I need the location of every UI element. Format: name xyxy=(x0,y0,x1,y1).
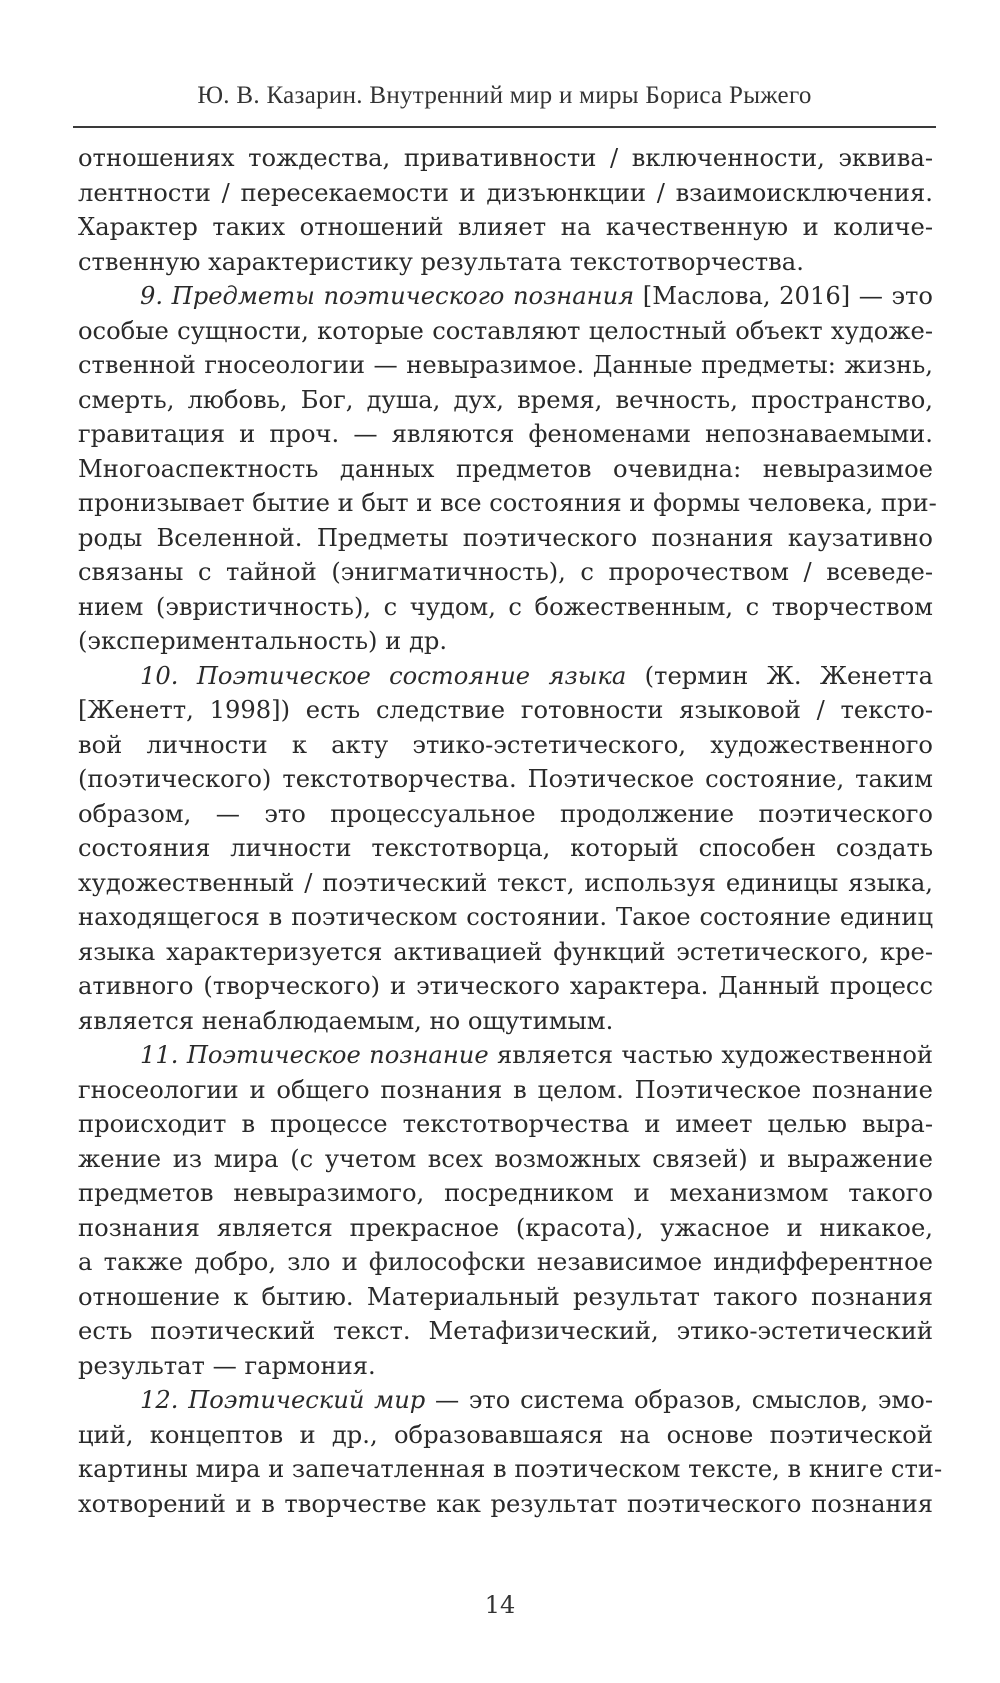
line-text: происходит в процессе текстотворчества и имеет целью выра- xyxy=(78,1110,933,1138)
text-line xyxy=(78,1452,943,1487)
text-line xyxy=(78,555,933,590)
text-line xyxy=(78,1418,933,1453)
line-text: нием (эвристичность), с чудом, с божественным, с творчеством xyxy=(78,592,933,621)
text-line xyxy=(78,797,933,832)
line-text: смерть, любовь, Бог, душа, дух, время, вечность, пространство, xyxy=(78,385,933,414)
line-text: — это система образов, смыслов, эмо- xyxy=(425,1386,933,1414)
line-text: ативного (творческого) и этического характера. Данный процесс xyxy=(78,972,933,1000)
line-text: жение из мира (с учетом всех возможных связей) и выражение xyxy=(78,1144,933,1173)
term-heading: 9. Предметы поэтического познания xyxy=(140,282,635,310)
body-text xyxy=(78,141,943,1521)
line-text: находящегося в поэтическом состоянии. Такое состояние единиц xyxy=(78,903,933,931)
line-text: гравитация и проч. — являются феноменами непознаваемыми. xyxy=(78,420,933,448)
line-text: художественный / поэтический текст, используя единицы языка, xyxy=(78,868,933,897)
term-heading: 12. Поэтический мир xyxy=(140,1386,426,1414)
text-line xyxy=(78,1176,933,1211)
line-text: познания является прекрасное (красота), ужасное и никакое, xyxy=(78,1213,933,1242)
text-line xyxy=(78,314,933,349)
line-text: (термин Ж. Женетта xyxy=(626,661,933,690)
text-line xyxy=(78,176,933,211)
text-line xyxy=(78,383,933,418)
page-number: 14 xyxy=(484,1591,516,1619)
line-text: вой личности к акту этико-эстетического, художественного xyxy=(78,730,933,759)
text-line xyxy=(78,452,933,487)
line-text: состояния личности текстотворца, который способен создать xyxy=(78,834,933,862)
text-line xyxy=(78,1107,933,1142)
text-line xyxy=(78,279,933,314)
text-line xyxy=(78,1280,933,1315)
text-line xyxy=(78,1349,933,1384)
text-line xyxy=(78,1142,933,1177)
line-text: языка характеризуется активацией функций эстетического, кре- xyxy=(78,937,933,966)
text-line xyxy=(78,693,933,728)
text-line xyxy=(78,969,933,1004)
text-line xyxy=(78,348,933,383)
text-line xyxy=(78,831,933,866)
text-line xyxy=(78,624,933,659)
line-text: хотворений и в творчестве как результат поэтического познания xyxy=(78,1489,933,1518)
text-line xyxy=(78,1073,933,1108)
text-line xyxy=(78,1383,933,1418)
line-text: гносеологии и общего познания в целом. Поэтическое познание xyxy=(78,1075,933,1104)
line-text: Характер таких отношений влияет на качественную и количе- xyxy=(78,213,933,241)
text-line xyxy=(78,1038,933,1073)
text-line xyxy=(78,590,933,625)
line-text: образом, — это процессуальное продолжение поэтического xyxy=(78,799,933,828)
text-line xyxy=(78,659,933,694)
line-text: отношениях тождества, привативности / включенности, эквива- xyxy=(78,144,933,172)
line-text: ственной гносеологии — невыразимое. Данные предметы: жизнь, xyxy=(78,351,933,379)
text-line xyxy=(78,1314,933,1349)
line-text: а также добро, зло и философски независимое индифферентное xyxy=(78,1248,933,1276)
line-text: предметов невыразимого, посредником и механизмом такого xyxy=(78,1179,933,1207)
text-line xyxy=(78,866,933,901)
header-rule xyxy=(73,126,936,128)
text-line xyxy=(78,728,933,763)
text-line xyxy=(78,521,933,556)
text-line xyxy=(78,210,933,245)
text-line xyxy=(78,1004,933,1039)
line-text: является ненаблюдаемым, но ощутимым. xyxy=(78,1006,614,1035)
text-line xyxy=(78,417,933,452)
line-text: пронизывает бытие и быт и все состояния и формы человека, при- xyxy=(78,489,937,517)
term-heading: 11. Поэтическое познание xyxy=(140,1041,489,1069)
line-text: есть поэтический текст. Метафизический, этико-эстетический xyxy=(78,1317,933,1345)
text-line xyxy=(78,141,933,176)
text-line xyxy=(78,486,937,521)
line-text: Многоаспектность данных предметов очевидна: невыразимое xyxy=(78,454,933,483)
text-line xyxy=(78,935,933,970)
line-text: [Маслова, 2016] — это xyxy=(634,282,933,310)
line-text: отношение к бытию. Материальный результат такого познания xyxy=(78,1282,933,1311)
text-line xyxy=(78,1245,933,1280)
term-heading: 10. Поэтическое состояние языка xyxy=(140,661,627,690)
line-text: картины мира и запечатленная в поэтическом тексте, в книге сти- xyxy=(78,1455,943,1483)
line-text: роды Вселенной. Предметы поэтического познания каузативно xyxy=(78,523,933,552)
line-text: (поэтического) текстотворчества. Поэтическое состояние, таким xyxy=(78,765,933,793)
line-text: (экспериментальность) и др. xyxy=(78,627,448,655)
text-line xyxy=(78,900,933,935)
line-text: лентности / пересекаемости и дизъюнкции / взаимоисключения. xyxy=(78,178,933,207)
text-line xyxy=(78,245,933,280)
text-line xyxy=(78,1211,933,1246)
text-line xyxy=(78,762,933,797)
line-text: ственную характеристику результата текстотворчества. xyxy=(78,247,804,276)
line-text: связаны с тайной (энигматичность), с пророчеством / всеведе- xyxy=(78,558,933,586)
line-text: особые сущности, которые составляют целостный объект художе- xyxy=(78,316,933,345)
line-text: [Женетт, 1998]) есть следствие готовности языковой / тексто- xyxy=(78,696,933,724)
line-text: ций, концептов и др., образовавшаяся на основе поэтической xyxy=(78,1420,933,1449)
line-text: результат — гармония. xyxy=(78,1351,376,1380)
text-line xyxy=(78,1487,933,1522)
running-header: Ю. В. Казарин. Внутренний мир и миры Бориса Рыжего xyxy=(197,82,812,109)
line-text: является частью художественной xyxy=(488,1041,933,1069)
